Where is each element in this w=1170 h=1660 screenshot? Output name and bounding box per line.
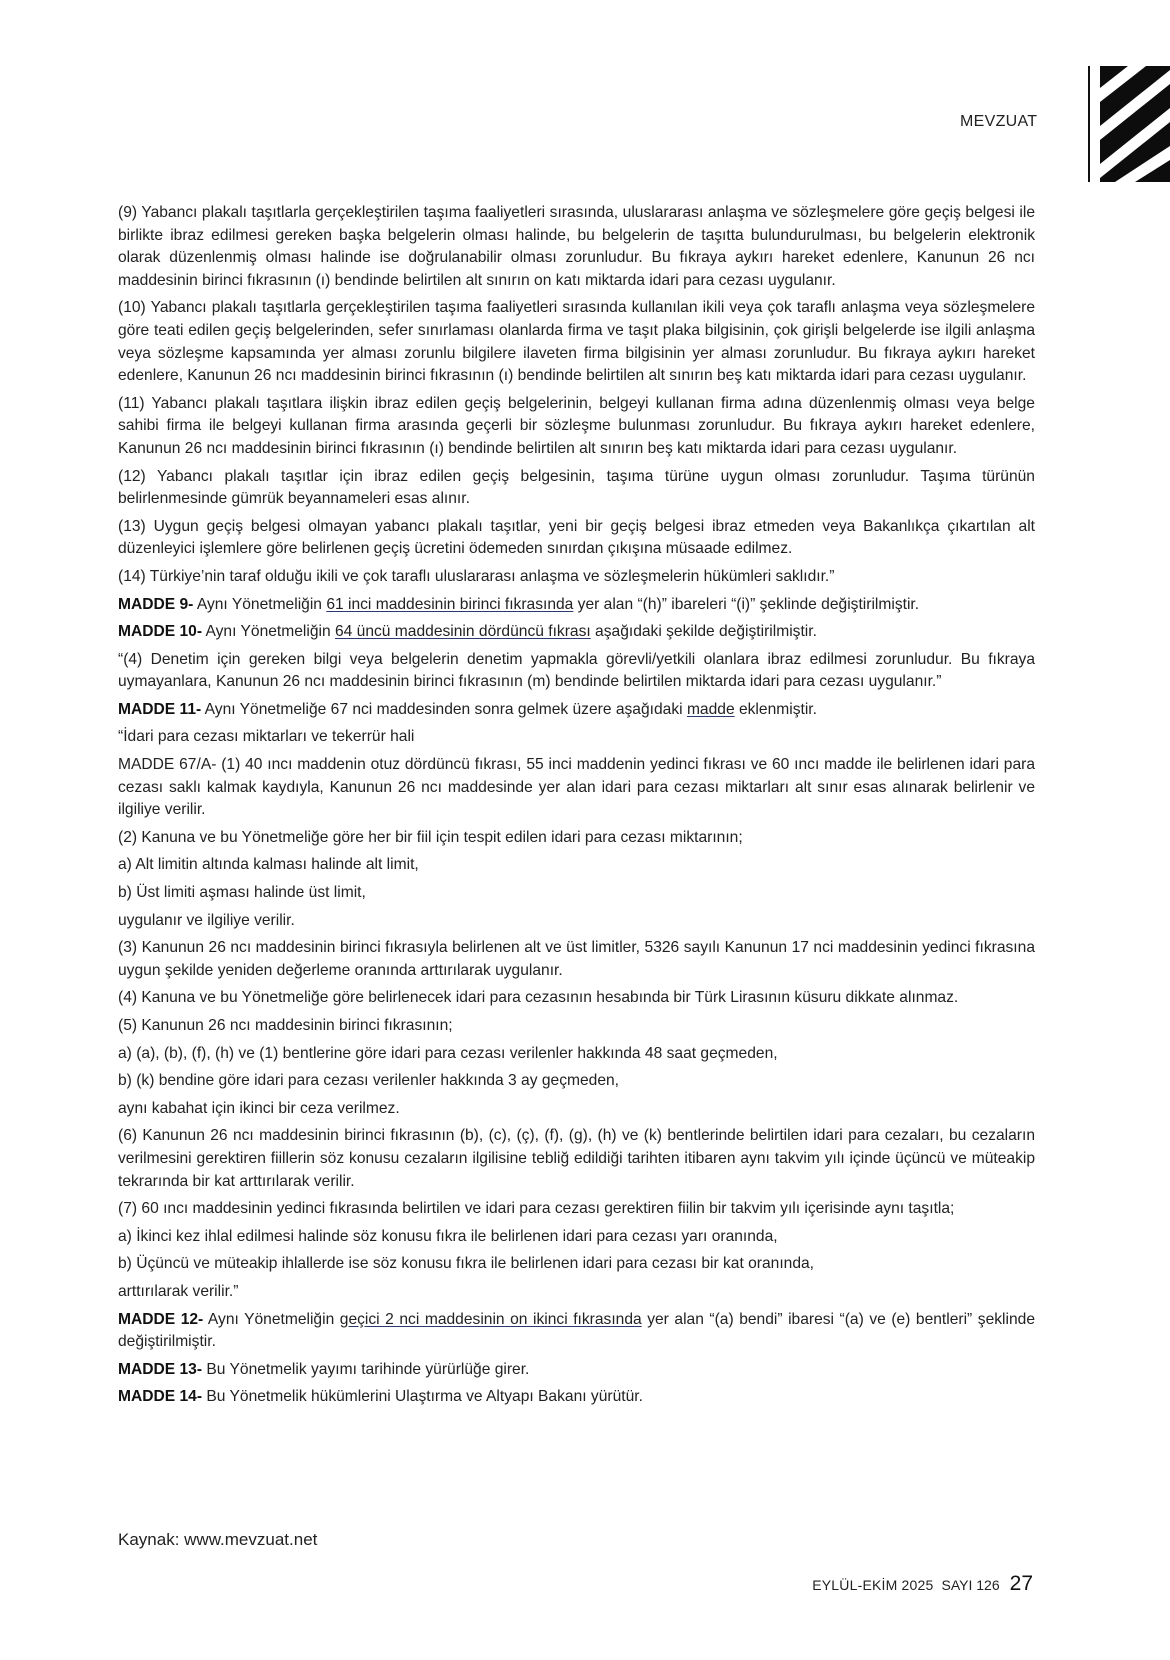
article-body: [118, 202, 1035, 1414]
paragraph-10: (10) Yabancı plakalı taşıtlarla gerçekleştirilen taşıma faaliyetleri sırasında kullanılan ikili veya çok taraflı anlaşma veya sözleşmelere göre teati edilen geçiş belgelerinden, sefer sınırlaması olanlarda firma ve taşıt plaka bilgisinin, çok girişli belgelerde ise ilgili anlaşma veya sözleşme kapsamında yer alması zorunlu bilgilere ilaveten firma bilgisinin yer alması zorunludur. Bu fıkraya aykırı hareket edenlere, Kanunun 26 ncı maddesinin birinci fıkrasının (ı) bendinde belirtilen alt sınırın beş katı miktarda idari para cezası uygulanır.: [118, 299, 1035, 385]
article-67a-clause-3: (3) Kanunun 26 ncı maddesinin birinci fıkrasıyla belirlenen alt ve üst limitler, 5326 sayılı Kanunun 17 nci maddesinin yedinci fıkrasına uygun şekilde yeniden değerleme oranında arttırılarak uygulanır.: [118, 939, 1035, 979]
article-67a-title: “İdari para cezası miktarları ve tekerrür hali: [118, 728, 415, 746]
article-12: MADDE 12- Aynı Yönetmeliğin geçici 2 nci maddesinin on ikinci fıkrasında yer alan “(a) bendi” ibaresi “(a) ve (e) bentleri” şeklinde değiştirilmiştir.: [118, 1310, 1035, 1351]
page-footer: [812, 1572, 1033, 1596]
article-67a-clause-7: (7) 60 ıncı maddesinin yedinci fıkrasında belirtilen ve idari para cezası gerektiren fiilin bir takvim yılı içerisinde aynı taşıtla;: [118, 1200, 955, 1218]
reference-link[interactable]: madde: [686, 700, 735, 718]
article-label: MADDE 14-: [118, 1388, 203, 1406]
article-label: MADDE 12-: [118, 1310, 204, 1328]
article-label: MADDE 13-: [118, 1360, 203, 1378]
section-label: MEVZUAT: [960, 113, 1038, 130]
paragraph-11: (11) Yabancı plakalı taşıtlara ilişkin ibraz edilen geçiş belgelerinin, belgeyi kullanan firma adına düzenlenmiş olması veya belge sahibi firma ile belgeyi kullanan firma arasında geçerli bir sözleşme bulunması zorunludur. Bu fıkraya aykırı hareket edenlere, Kanunun 26 ncı maddesinin birinci fıkrasının (ı) bendinde belirtilen alt sınırın beş katı miktarda idari para cezası uygulanır.: [118, 394, 1035, 457]
article-10-text: “(4) Denetim için gereken bilgi veya belgelerin denetim yapmakla görevli/yetkili olanlara ibraz edilmesi zorunludur. Bu fıkraya uymayanlara, Kanunun 26 ncı maddesinin birinci fıkrasının (m) bendinde belirtilen miktarda idari para cezası uygulanır.”: [118, 650, 1035, 691]
article-label: MADDE 10-: [118, 623, 203, 641]
reference-link[interactable]: 64 üncü maddesinin dördüncü fıkrası: [334, 623, 591, 641]
article-67a-clause-6: (6) Kanunun 26 ncı maddesinin birinci fıkrasının (b), (c), (ç), (f), (g), (h) ve (k) bentlerinde belirtilen idari para cezaları, bu cezaların verilmesini gerektiren fiillerin söz konusu cezaların ilgilisine tebliğ edildiği tarihten itibaren aynı takvim yılı içinde üçüncü ve müteakip tekrarında bir kat arttırılarak verilir.: [118, 1127, 1035, 1190]
article-67a-item: arttırılarak verilir.”: [118, 1282, 239, 1300]
article-67a-item: b) Üçüncü ve müteakip ihlallerde ise söz konusu fıkra ile belirlenen idari para cezası bir kat oranında,: [118, 1255, 815, 1273]
diagonal-stripes-icon: [1100, 66, 1170, 182]
article-10: MADDE 10- Aynı Yönetmeliğin 64 üncü maddesinin dördüncü fıkrası aşağıdaki şekilde değiştirilmiştir.: [118, 623, 817, 641]
reference-link[interactable]: 61 inci maddesinin birinci fıkrasında: [326, 595, 574, 613]
paragraph-14: (14) Türkiye’nin taraf olduğu ikili ve çok taraflı uluslararası anlaşma ve sözleşmelerin hükümleri saklıdır.”: [118, 567, 835, 585]
paragraph-13: (13) Uygun geçiş belgesi olmayan yabancı plakalı taşıtlar, yeni bir geçiş belgesi ibraz etmeden veya Bakanlıkça çıkartılan alt düzenleyici işlemlere göre belirlenen geçiş ücretini ödemeden sınırdan çıkışına müsaade edilmez.: [118, 517, 1035, 558]
issue-date: EYLÜL-EKİM 2025: [812, 1577, 934, 1593]
article-67a-clause-4: (4) Kanuna ve bu Yönetmeliğe göre belirlenecek idari para cezasının hesabında bir Türk Lirasının küsuru dikkate alınmaz.: [118, 989, 959, 1007]
article-67a-item: a) İkinci kez ihlal edilmesi halinde söz konusu fıkra ile belirlenen idari para cezası yarı oranında,: [118, 1227, 778, 1245]
article-67a-item: b) Üst limiti aşması halinde üst limit,: [118, 884, 366, 902]
issue-number: SAYI 126: [941, 1577, 1000, 1593]
article-label: MADDE 11-: [118, 700, 202, 718]
article-14: MADDE 14- Bu Yönetmelik hükümlerini Ulaştırma ve Altyapı Bakanı yürütür.: [118, 1388, 643, 1406]
header-divider: [1088, 66, 1090, 182]
article-67a-item: uygulanır ve ilgiliye verilir.: [118, 911, 295, 929]
article-67a-item: aynı kabahat için ikinci bir ceza verilmez.: [118, 1099, 400, 1117]
article-label: MADDE 9-: [118, 595, 194, 613]
article-67a-clause-5: (5) Kanunun 26 ncı maddesinin birinci fıkrasının;: [118, 1017, 453, 1034]
article-67a-item: b) (k) bendine göre idari para cezası verilenler hakkında 3 ay geçmeden,: [118, 1072, 620, 1090]
paragraph-9: (9) Yabancı plakalı taşıtlarla gerçekleştirilen taşıma faaliyetleri sırasında, uluslararası anlaşma ve sözleşmelere göre geçiş belgesi ile birlikte ibraz edilmesi gereken başka belgelerin olması halinde, bu belgelerin de taşıtta bulundurulması, bu belgelerin elektronik olarak düzenlenmiş olması halinde ise doğrulanabilir olması zorunludur. Bu fıkraya aykırı hareket edenlere, Kanunun 26 ncı maddesinin birinci fıkrasının (ı) bendinde belirtilen alt sınırın on katı miktarda idari para cezası uygulanır.: [118, 204, 1035, 289]
article-67a-clause-2: (2) Kanuna ve bu Yönetmeliğe göre her bir fiil için tespit edilen idari para cezası miktarının;: [118, 828, 743, 846]
article-67a-clause-1: MADDE 67/A- (1) 40 ıncı maddenin otuz dördüncü fıkrası, 55 inci maddenin yedinci fıkrası ve 60 ıncı madde ile belirlenen idari para cezası saklı kalmak kaydıyla, Kanunun 26 ncı maddesinde yer alan idari para cezası miktarları alt sınır esas alınarak belirlenir ve ilgiliye verilir.: [118, 756, 1035, 819]
paragraph-12: (12) Yabancı plakalı taşıtlar için ibraz edilen geçiş belgesinin, taşıma türüne uygun olması zorunludur. Taşıma türünün belirlenmesinde gümrük beyannameleri esas alınır.: [118, 467, 1035, 508]
article-67a-item: a) Alt limitin altında kalması halinde alt limit,: [118, 856, 419, 874]
page-number: 27: [1009, 1572, 1033, 1595]
source-credit: Kaynak: www.mevzuat.net: [118, 1530, 318, 1549]
article-9: MADDE 9- Aynı Yönetmeliğin 61 inci maddesinin birinci fıkrasında yer alan “(h)” ibareleri “(i)” şeklinde değiştirilmiştir.: [118, 595, 920, 613]
article-67a-item: a) (a), (b), (f), (h) ve (1) bentlerine göre idari para cezası verilenler hakkında 48 saat geçmeden,: [118, 1044, 778, 1062]
article-11: MADDE 11- Aynı Yönetmeliğe 67 nci maddesinden sonra gelmek üzere aşağıdaki madde eklenmiştir.: [118, 700, 817, 718]
reference-link[interactable]: geçici 2 nci maddesinin on ikinci fıkrasında: [339, 1310, 642, 1328]
article-13: MADDE 13- Bu Yönetmelik yayımı tarihinde yürürlüğe girer.: [118, 1360, 530, 1378]
